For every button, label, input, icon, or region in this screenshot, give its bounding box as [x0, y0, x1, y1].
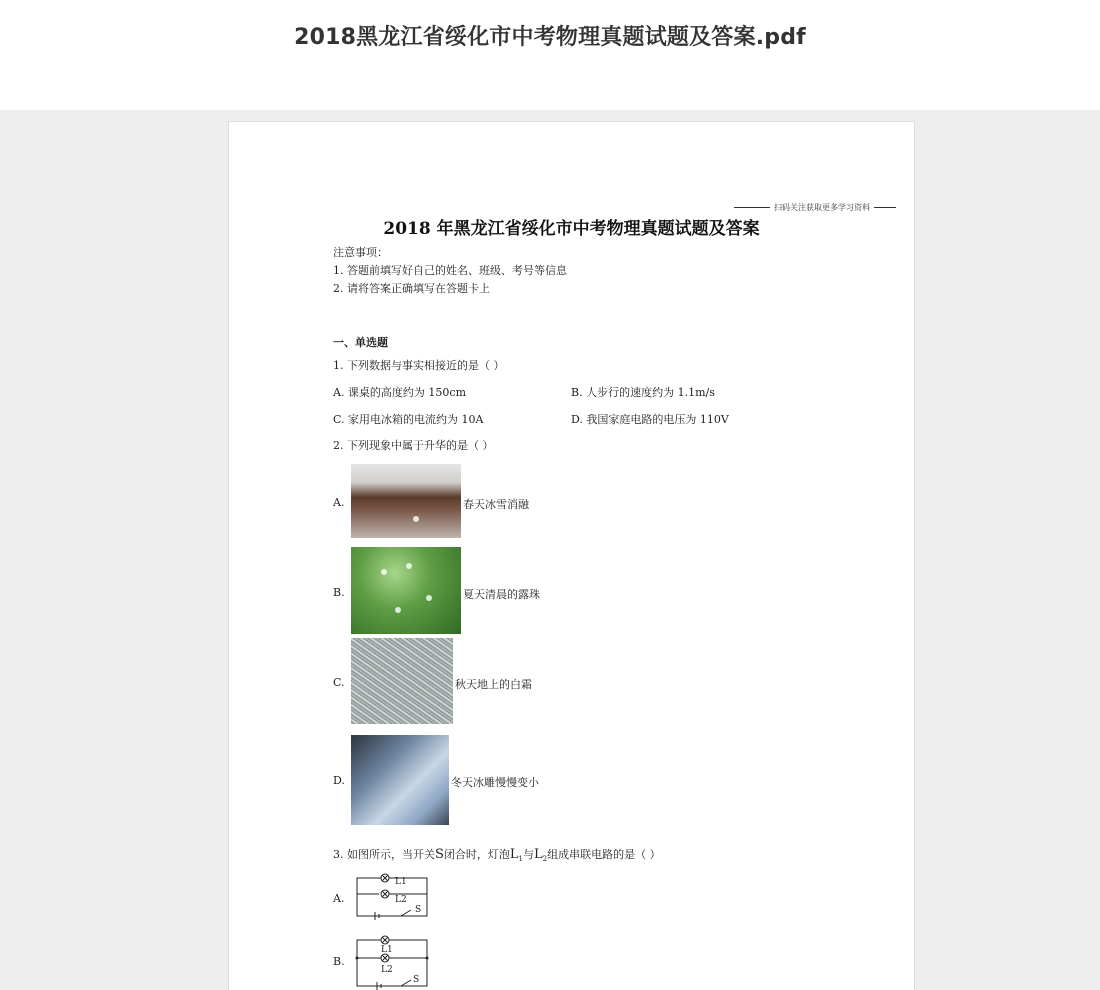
circuit-b-label-s: S [413, 975, 420, 985]
dew-drops-photo [351, 547, 461, 634]
question-1-option-b: B. 人步行的速度约为 1.1m/s [571, 386, 715, 399]
water-drop-icon [413, 516, 419, 522]
dew-drop-icon [381, 569, 387, 575]
question-1-option-c: C. 家用电冰箱的电流约为 10A [333, 413, 484, 426]
question-2-option-letter: A. [333, 496, 345, 509]
question-1-option-a: A. 课桌的高度约为 150cm [333, 386, 467, 399]
pdf-viewer[interactable] [0, 110, 1100, 990]
question-2-option-letter: C. [333, 676, 345, 689]
circuit-b-label-l1: L1 [381, 945, 393, 955]
document-filename: 2018黑龙江省绥化市中考物理真题试题及答案.pdf [294, 25, 806, 50]
question-2-option-letter: D. [333, 774, 345, 787]
circuit-diagram-b [353, 934, 433, 990]
question-3-bulb2-sub: 2 [542, 855, 548, 864]
question-1-option-d: D. 我国家庭电路的电压为 110V [571, 413, 729, 426]
note-item: 2. 请将答案正确填写在答题卡上 [333, 282, 490, 295]
question-3-stem-prefix: 3. 如图所示，当开关 [333, 848, 435, 861]
paper-title: 2018 年黑龙江省绥化市中考物理真题试题及答案 [383, 219, 760, 239]
question-2-option-letter: B. [333, 586, 345, 599]
question-2-option-caption: 秋天地上的白霜 [455, 678, 532, 691]
question-3-switch: S [435, 847, 444, 862]
dew-drop-icon [426, 595, 432, 601]
notes-heading: 注意事项： [333, 246, 388, 259]
question-3-stem-mid1: 闭合时，灯泡 [443, 848, 510, 861]
circuit-b-label-l2: L2 [381, 965, 393, 975]
question-3-bulb1: L [509, 847, 519, 862]
question-3-bulb1-sub: 1 [518, 855, 524, 864]
circuit-a-label-l2: L2 [395, 895, 407, 905]
frost-photo [351, 638, 453, 724]
section-title: 一、单选题 [333, 336, 388, 349]
question-3-stem-mid2: 与 [523, 848, 535, 861]
question-2-option-caption: 冬天冰雕慢慢变小 [451, 776, 539, 789]
question-3-option-letter: B. [333, 955, 345, 968]
question-3-stem [333, 846, 661, 863]
circuit-diagram-a [353, 872, 433, 922]
question-2-option-caption: 春天冰雪消融 [463, 498, 529, 511]
note-item: 1. 答题前填写好自己的姓名、班级、考号等信息 [333, 264, 567, 277]
dew-drop-icon [395, 607, 401, 613]
pdf-page [228, 121, 915, 990]
question-2-option-caption: 夏天清晨的露珠 [463, 588, 540, 601]
page-header-note: 扫码关注获取更多学习资料 [734, 202, 896, 213]
circuit-a-label-l1: L1 [395, 877, 407, 887]
question-1-stem: 1. 下列数据与事实相接近的是（ ） [333, 359, 505, 372]
circuit-a-label-s: S [415, 905, 422, 915]
ice-sculpture-photo [351, 735, 449, 825]
question-2-stem: 2. 下列现象中属于升华的是（ ） [333, 439, 494, 452]
question-3-bulb2: L [534, 847, 543, 862]
document-header [0, 0, 1100, 110]
dew-drop-icon [406, 563, 412, 569]
question-3-stem-suffix: 组成串联电路的是（ ） [547, 848, 661, 861]
melting-snow-photo [351, 464, 461, 538]
question-3-option-letter: A. [333, 892, 345, 905]
